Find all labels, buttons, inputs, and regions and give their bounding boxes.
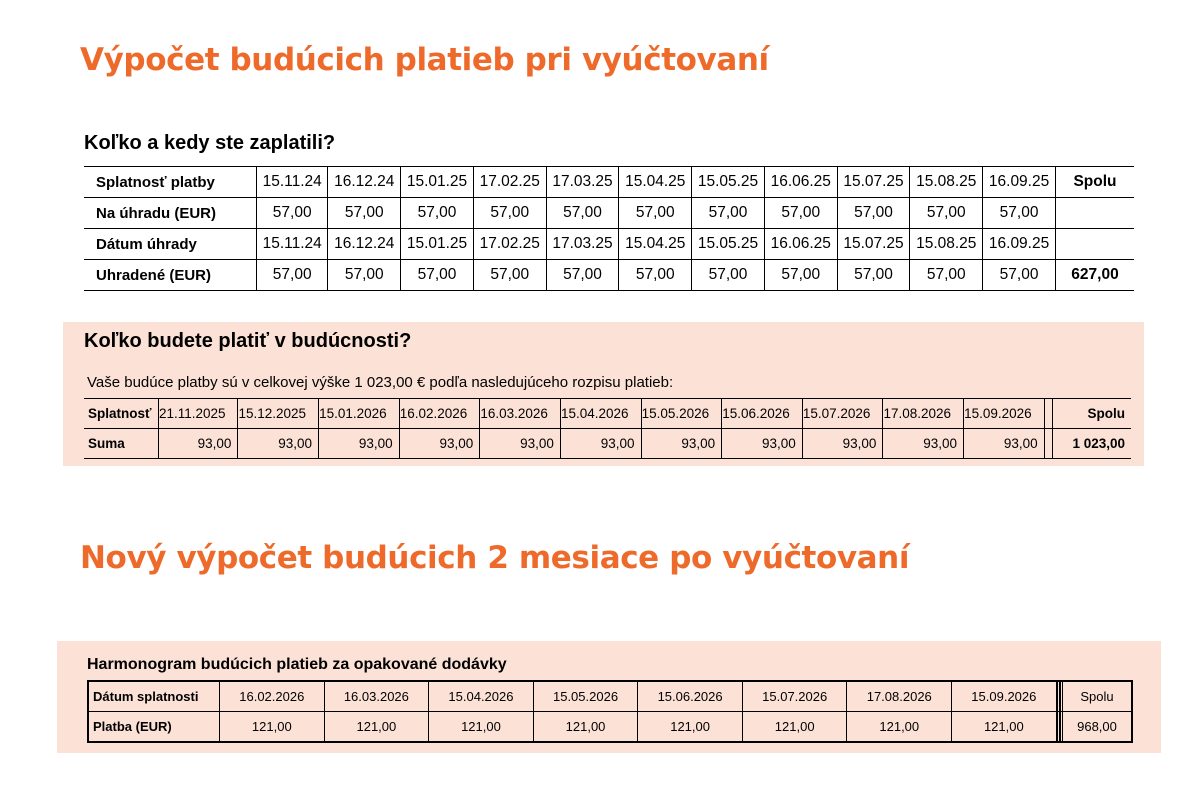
table-cell: 57,00 (328, 260, 401, 291)
total-cell: Spolu (1053, 399, 1132, 429)
table-cell: 93,00 (319, 429, 400, 459)
table-cell: 15.05.25 (692, 229, 765, 260)
table-cell: 121,00 (220, 712, 325, 743)
table-cell: 57,00 (546, 198, 619, 229)
future-payments-table (84, 398, 1131, 459)
table-cell: 16.06.25 (764, 229, 837, 260)
table-cell: 15.01.25 (401, 167, 474, 198)
table-cell (1044, 429, 1052, 459)
table-cell: 57,00 (619, 198, 692, 229)
table-cell: 57,00 (401, 198, 474, 229)
table-cell: 16.03.2026 (480, 399, 561, 429)
table-cell: 15.08.25 (910, 167, 983, 198)
table-cell: 15.04.2026 (560, 399, 641, 429)
row-label: Na úhradu (EUR) (96, 204, 216, 222)
table-cell: 57,00 (983, 260, 1056, 291)
table-cell: 93,00 (641, 429, 722, 459)
table-cell: 16.12.24 (328, 167, 401, 198)
table-cell: 57,00 (692, 198, 765, 229)
table-cell: 15.11.24 (257, 167, 328, 198)
table-cell: 17.08.2026 (847, 681, 952, 712)
future-section-heading: Koľko budete platiť v budúcnosti? (84, 330, 412, 352)
table-cell: 121,00 (324, 712, 429, 743)
table-cell: 57,00 (619, 260, 692, 291)
table-cell: 93,00 (560, 429, 641, 459)
table-cell: 93,00 (480, 429, 561, 459)
table-cell: 57,00 (473, 260, 546, 291)
table-row (88, 681, 1132, 712)
table-cell: 15.04.25 (619, 229, 692, 260)
table-cell: 15.06.2026 (638, 681, 743, 712)
table-cell: 15.06.2026 (722, 399, 803, 429)
table-cell: 16.02.2026 (220, 681, 325, 712)
row-label: Splatnosť (88, 406, 152, 421)
table-cell: 15.05.2026 (641, 399, 722, 429)
row-label: Suma (88, 436, 125, 451)
total-cell: 968,00 (1063, 712, 1133, 743)
table-cell: 16.09.25 (983, 229, 1056, 260)
page-title: Výpočet budúcich platieb pri vyúčtovaní (80, 42, 769, 78)
table-cell: 93,00 (883, 429, 964, 459)
table-cell (1044, 399, 1052, 429)
schedule-heading: Harmonogram budúcich platieb za opakované dodávky (87, 656, 507, 673)
table-row (84, 167, 1134, 198)
table-cell: 93,00 (159, 429, 238, 459)
total-cell (1056, 229, 1135, 260)
total-cell (1056, 198, 1135, 229)
table-row (84, 399, 1131, 429)
table-cell: 16.06.25 (764, 167, 837, 198)
row-label: Uhradené (EUR) (96, 266, 212, 284)
table-cell: 15.04.2026 (429, 681, 534, 712)
table-cell: 16.09.25 (983, 167, 1056, 198)
table-cell: 16.03.2026 (324, 681, 429, 712)
table-cell: 57,00 (328, 198, 401, 229)
table-cell: 93,00 (399, 429, 480, 459)
total-cell: Spolu (1056, 167, 1135, 198)
table-cell: 16.02.2026 (399, 399, 480, 429)
table-cell: 57,00 (473, 198, 546, 229)
table-row (88, 712, 1132, 743)
table-cell: 15.09.2026 (964, 399, 1045, 429)
table-cell: 15.01.25 (401, 229, 474, 260)
table-cell: 121,00 (638, 712, 743, 743)
table-cell: 17.03.25 (546, 229, 619, 260)
table-cell: 57,00 (257, 260, 328, 291)
table-cell: 93,00 (964, 429, 1045, 459)
table-cell: 15.08.25 (910, 229, 983, 260)
table-cell: 15.01.2026 (319, 399, 400, 429)
row-label: Platba (EUR) (93, 719, 172, 734)
total-cell: 1 023,00 (1053, 429, 1132, 459)
table-cell: 15.05.2026 (533, 681, 638, 712)
table-cell: 16.12.24 (328, 229, 401, 260)
table-cell: 93,00 (238, 429, 319, 459)
table-cell: 57,00 (764, 198, 837, 229)
table-cell: 121,00 (952, 712, 1057, 743)
table-cell: 15.05.25 (692, 167, 765, 198)
table-row (84, 429, 1131, 459)
table-cell: 57,00 (546, 260, 619, 291)
table-cell: 15.04.25 (619, 167, 692, 198)
table-cell: 57,00 (910, 198, 983, 229)
table-cell: 57,00 (837, 198, 910, 229)
table-cell: 57,00 (910, 260, 983, 291)
table-cell: 93,00 (722, 429, 803, 459)
table-cell: 15.12.2025 (238, 399, 319, 429)
table-row (84, 229, 1134, 260)
table-cell: 15.07.25 (837, 167, 910, 198)
table-cell: 57,00 (837, 260, 910, 291)
future-payments-note: Vaše budúce platby sú v celkovej výške 1 023,00 € podľa nasledujúceho rozpisu platieb: (87, 374, 674, 391)
table-cell: 121,00 (429, 712, 534, 743)
table-cell: 17.03.25 (546, 167, 619, 198)
table-cell: 17.02.25 (473, 167, 546, 198)
table-cell: 121,00 (742, 712, 847, 743)
row-label: Dátum splatnosti (93, 689, 199, 704)
row-label: Splatnosť platby (96, 173, 215, 191)
total-cell: Spolu (1063, 681, 1133, 712)
table-cell: 57,00 (257, 198, 328, 229)
table-cell: 17.02.25 (473, 229, 546, 260)
paid-section-heading: Koľko a kedy ste zaplatili? (84, 132, 336, 154)
table-cell: 57,00 (401, 260, 474, 291)
new-calculation-title: Nový výpočet budúcich 2 mesiace po vyúčtovaní (80, 540, 910, 576)
table-cell: 15.07.2026 (742, 681, 847, 712)
table-cell: 93,00 (802, 429, 883, 459)
table-row (84, 198, 1134, 229)
schedule-table (87, 680, 1133, 743)
table-cell: 15.09.2026 (952, 681, 1057, 712)
table-cell: 57,00 (764, 260, 837, 291)
table-cell: 57,00 (692, 260, 765, 291)
table-row (84, 260, 1134, 291)
row-label: Dátum úhrady (96, 235, 197, 253)
table-cell: 17.08.2026 (883, 399, 964, 429)
table-cell: 15.07.25 (837, 229, 910, 260)
table-cell: 121,00 (847, 712, 952, 743)
table-cell: 21.11.2025 (159, 399, 238, 429)
table-cell: 57,00 (983, 198, 1056, 229)
total-cell: 627,00 (1056, 260, 1135, 291)
paid-payments-table (84, 166, 1134, 291)
table-cell: 15.11.24 (257, 229, 328, 260)
table-cell: 121,00 (533, 712, 638, 743)
table-cell: 15.07.2026 (802, 399, 883, 429)
